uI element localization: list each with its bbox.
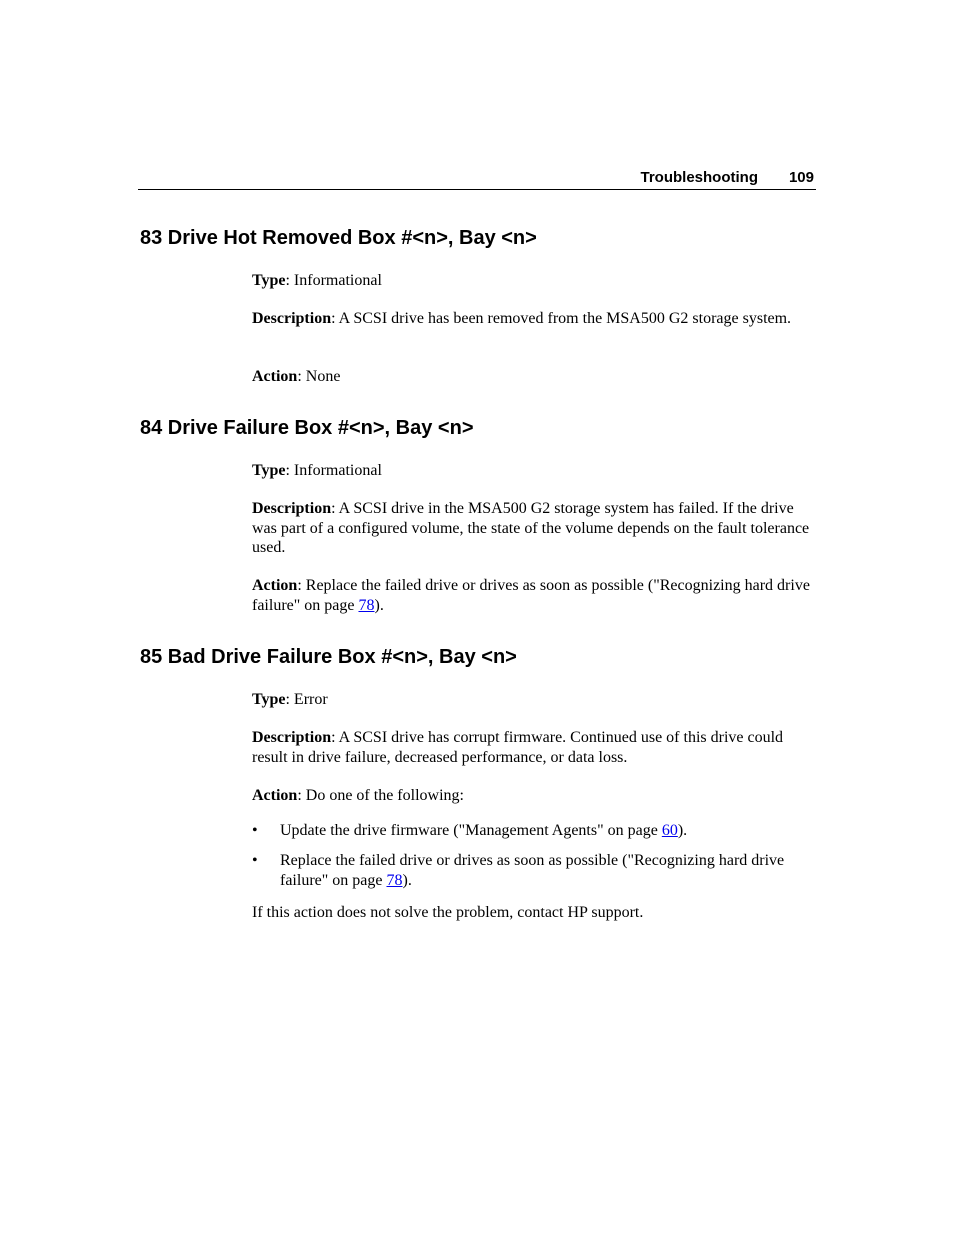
- type-85: [252, 690, 818, 710]
- type-84: [252, 461, 818, 481]
- description-84: [252, 499, 818, 558]
- list-item: [252, 851, 818, 890]
- running-header: [138, 168, 816, 190]
- type-value: : Error: [285, 691, 328, 708]
- description-value: : A SCSI drive has corrupt firmware. Continued use of this drive could result in drive failure, decreased performance, or data loss.: [252, 729, 784, 766]
- page-link-78[interactable]: 78: [358, 596, 375, 614]
- action-value-after: ).: [374, 596, 384, 614]
- action-label: Action: [252, 787, 298, 804]
- list-item-text-before: Update the drive firmware ("Management Agents" on page: [280, 822, 662, 839]
- type-label: Type: [252, 691, 286, 708]
- description-value: : A SCSI drive has been removed from the MSA500 G2 storage system.: [331, 310, 792, 327]
- type-value: : Informational: [285, 272, 382, 289]
- action-value-before: : Replace the failed drive or drives as soon as possible ("Recognizing hard drive failure" on page: [252, 577, 810, 614]
- list-item-text: [280, 821, 818, 841]
- action-label: Action: [252, 577, 298, 594]
- description-85: [252, 728, 818, 767]
- header-section-title: Troubleshooting: [640, 169, 758, 186]
- bullet-glyph: •: [252, 852, 258, 869]
- list-item: [252, 821, 818, 841]
- list-item-text: [280, 851, 818, 890]
- closing-note: If this action does not solve the problem, contact HP support.: [252, 904, 644, 921]
- action-label: Action: [252, 368, 298, 385]
- list-item-text-before: Replace the failed drive or drives as soon as possible ("Recognizing hard drive failure" on page: [280, 852, 785, 889]
- heading-85: 85 Bad Drive Failure Box #<n>, Bay <n>: [140, 646, 517, 668]
- action-84: [252, 576, 818, 615]
- heading-83: 83 Drive Hot Removed Box #<n>, Bay <n>: [140, 227, 537, 249]
- description-83: [252, 309, 818, 329]
- description-value: : A SCSI drive in the MSA500 G2 storage system has failed. If the drive was part of a configured volume, the state of the volume depends on the fault tolerance used.: [252, 500, 810, 556]
- description-label: Description: [252, 310, 332, 327]
- action-value: : Do one of the following:: [297, 787, 464, 804]
- description-label: Description: [252, 729, 332, 746]
- heading-84: 84 Drive Failure Box #<n>, Bay <n>: [140, 417, 474, 439]
- page-link-78[interactable]: 78: [386, 871, 403, 889]
- list-item-text-after: ).: [677, 822, 688, 839]
- list-item-text-after: ).: [402, 871, 412, 889]
- action-83: [252, 367, 818, 387]
- bullet-glyph: •: [252, 822, 258, 839]
- description-label: Description: [252, 500, 332, 517]
- type-label: Type: [252, 462, 286, 479]
- type-83: [252, 271, 818, 291]
- action-value: : None: [297, 368, 341, 385]
- page-link-60[interactable]: 60: [661, 822, 678, 839]
- header-page-number: 109: [788, 169, 814, 186]
- action-85: [252, 786, 818, 806]
- type-label: Type: [252, 272, 286, 289]
- type-value: : Informational: [285, 462, 382, 479]
